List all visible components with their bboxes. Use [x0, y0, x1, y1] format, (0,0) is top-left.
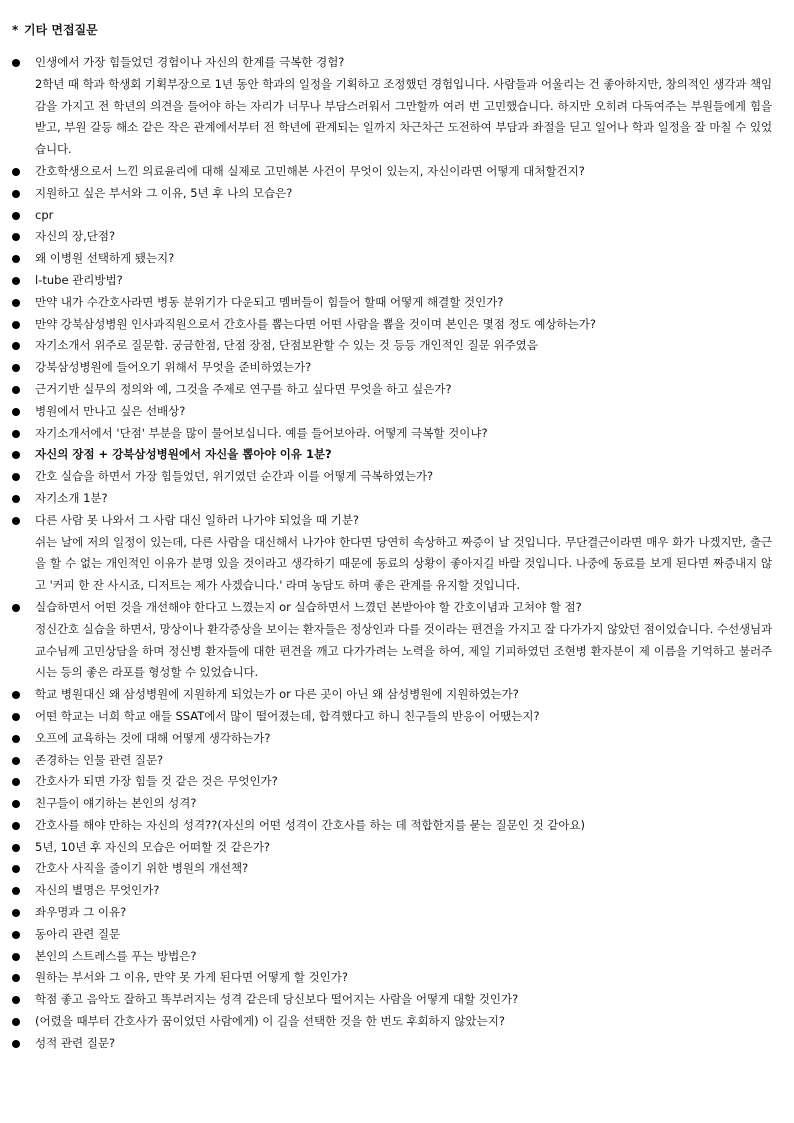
list-item — [12, 902, 772, 924]
question-text: 존경하는 인물 관련 질문? — [35, 752, 164, 767]
list-item — [12, 946, 772, 968]
list-item — [12, 444, 772, 466]
bullet-icon — [12, 909, 20, 917]
question-text: 인생에서 가장 힘들었던 경험이나 자신의 한계를 극복한 경험? — [35, 55, 345, 69]
question-text: 본인의 스트레스를 푸는 방법은? — [35, 948, 197, 963]
list-item — [12, 314, 772, 336]
bullet-icon — [12, 800, 20, 808]
bullet-icon — [12, 495, 20, 503]
list-item — [12, 858, 772, 880]
section-heading — [12, 22, 98, 38]
question-text: 동아리 관련 질문 — [35, 926, 121, 941]
question-text: 자신의 별명은 무엇인가? — [35, 883, 160, 898]
question-text: 자기소개 1분? — [35, 490, 108, 505]
bullet-icon — [12, 1018, 20, 1026]
bullet-icon — [12, 233, 20, 241]
question-text: 성적 관련 질문? — [35, 1035, 116, 1050]
bullet-icon — [12, 604, 20, 612]
list-item — [12, 466, 772, 488]
list-item — [12, 205, 772, 227]
bullet-icon — [12, 735, 20, 743]
list-item — [12, 270, 772, 292]
question-text: 만약 강북삼성병원 인사과직원으로서 간호사를 뽑는다면 어떤 사람을 뽑을 것이며 본인은 몇점 정도 예상하는가? — [35, 316, 596, 331]
question-text: 다른 사람 못 나와서 그 사람 대신 일하러 나가야 되었을 때 기분? — [35, 512, 360, 527]
heading-marker: * — [12, 23, 19, 37]
list-item — [12, 488, 772, 510]
list-item — [12, 423, 772, 445]
answer-text: 정신간호 실습을 하면서, 망상이나 환각증상을 보이는 환자들은 정상인과 다를 것이라는 편견을 가지고 잘 다가가지 않았던 점이었습니다. 수선생님과 교수님께 고민상담을 하며 정신병 환자들에 대한 편견을 깨고 다가가려는 노력을 하여, 제일 기피하였던 조현병 환자분이 제 이름을 기억하고 불러주시는 등의 좋은 라포를 형성할 수 있었습니다. — [35, 621, 772, 680]
list-item — [12, 292, 772, 314]
bullet-icon — [12, 277, 20, 285]
question-text: 어떤 학교는 너희 학교 애들 SSAT에서 많이 떨어졌는데, 합격했다고 하니 친구들의 반응이 어땠는지? — [35, 708, 540, 723]
list-item — [12, 924, 772, 946]
list-item — [12, 597, 772, 684]
list-item — [12, 183, 772, 205]
question-text: 실습하면서 어떤 것을 개선해야 한다고 느꼈는지 or 실습하면서 느꼈던 본받아야 할 간호이념과 고쳐야 할 점? — [35, 599, 582, 614]
bullet-icon — [12, 168, 20, 176]
question-text: 간호사를 해야 만하는 자신의 성격??(자신의 어떤 성격이 간호사를 하는 데 적합한지를 묻는 질문인 것 같아요) — [35, 817, 586, 832]
bullet-icon — [12, 996, 20, 1004]
list-item — [12, 1011, 772, 1033]
list-item — [12, 728, 772, 750]
question-text: 좌우명과 그 이유? — [35, 905, 127, 920]
question-text: 자신의 장,단점? — [35, 229, 116, 244]
list-item — [12, 226, 772, 248]
bullet-icon — [12, 757, 20, 765]
bullet-icon — [12, 822, 20, 830]
question-text: 학점 좋고 음악도 잘하고 똑부러지는 성격 같은데 당신보다 떨어지는 사람을 어떻게 대할 것인가? — [35, 992, 519, 1007]
bullet-icon — [12, 451, 20, 459]
question-text: 오프에 교육하는 것에 대해 어떻게 생각하는가? — [35, 730, 271, 745]
list-item — [12, 706, 772, 728]
bullet-icon — [12, 713, 20, 721]
bullet-icon — [12, 190, 20, 198]
heading-title: 기타 면접질문 — [24, 23, 98, 37]
bullet-icon — [12, 408, 20, 416]
list-item — [12, 967, 772, 989]
question-text: 간호학생으로서 느낀 의료윤리에 대해 실제로 고민해본 사건이 무엇이 있는지, 자신이라면 어떻게 대처할건지? — [35, 163, 585, 178]
bullet-icon — [12, 430, 20, 438]
bullet-icon — [12, 931, 20, 939]
question-text: 간호사가 되면 가장 힘들 것 같은 것은 무엇인가? — [35, 774, 278, 789]
bullet-icon — [12, 386, 20, 394]
bullet-icon — [12, 255, 20, 263]
question-text: 간호 실습을 하면서 가장 힘들었던, 위기였던 순간과 이를 어떻게 극복하였는가? — [35, 469, 434, 484]
question-list — [12, 52, 772, 1055]
question-text: 근거기반 실무의 정의와 예, 그것을 주제로 연구를 하고 싶다면 무엇을 하고 싶은가? — [35, 381, 452, 396]
bullet-icon — [12, 844, 20, 852]
bullet-icon — [12, 299, 20, 307]
list-item — [12, 401, 772, 423]
question-text: 지원하고 싶은 부서와 그 이유, 5년 후 나의 모습은? — [35, 185, 293, 200]
answer-text: 쉬는 날에 저의 일정이 있는데, 다른 사람을 대신해서 나가야 한다면 당연히 속상하고 짜증이 날 것입니다. 무단결근이라면 매우 화가 나겠지만, 출근을 할 수 없는 개인적인 이유가 분명 있을 것이라고 생각하기 때문에 동료의 상황이 좋아지길 바랄 것입니다. 나중에 동료를 보게 된다면 짜증내지 않고 '커피 한 잔 사시죠, 디저트는 제가 사겠습니다.' 라며 농담도 하며 좋은 관계를 유지할 것입니다. — [35, 534, 772, 593]
bullet-icon — [12, 212, 20, 220]
bullet-icon — [12, 342, 20, 350]
list-item — [12, 750, 772, 772]
question-text: 강북삼성병원에 들어오기 위해서 무엇을 준비하였는가? — [35, 360, 312, 375]
question-text: cpr — [35, 207, 54, 222]
answer-text: 2학년 때 학과 학생회 기획부장으로 1년 동안 학과의 일정을 기획하고 조정했던 경험입니다. 사람들과 어울리는 건 좋아하지만, 창의적인 생각과 책임감을 가지고 전 학년의 의견을 들어야 하는 자리가 너무나 부담스러워서 그만할까 여러 번 고민했습니다. 하지만 오히려 다독여주는 부원들에게 힘을 받고, 부원 갈등 해소 같은 작은 관계에서부터 전 학년에 관계되는 일까지 차근차근 도전하여 부담과 좌절을 딛고 일어나 학과 일정을 잘 마칠 수 있었습니다. — [35, 76, 772, 157]
bullet-icon — [12, 517, 20, 525]
question-text: 학교 병원대신 왜 삼성병원에 지원하게 되었는가 or 다른 곳이 아닌 왜 삼성병원에 지원하였는가? — [35, 687, 519, 702]
question-text: 간호사 사직을 줄이기 위한 병원의 개선책? — [35, 861, 249, 876]
question-text: 병원에서 만나고 싶은 선배상? — [35, 403, 186, 418]
bullet-icon — [12, 59, 20, 67]
question-text: 자기소개서에서 '단점' 부분을 많이 물어보십니다. 예를 들어보아라. 어떻게 극복할 것이냐? — [35, 425, 488, 440]
question-text: 원하는 부서와 그 이유, 만약 못 가게 된다면 어떻게 할 것인가? — [35, 970, 348, 985]
list-item — [12, 880, 772, 902]
question-text: 왜 이병원 선택하게 됐는지? — [35, 251, 175, 266]
bullet-icon — [12, 887, 20, 895]
question-text: (어렸을 때부터 간호사가 꿈이었던 사람에게) 이 길을 선택한 것을 한 번도 후회하지 않았는지? — [35, 1014, 505, 1029]
question-text: 5년, 10년 후 자신의 모습은 어떠할 것 같은가? — [35, 839, 271, 854]
list-item — [12, 52, 772, 161]
list-item — [12, 684, 772, 706]
question-text: 만약 내가 수간호사라면 병동 분위기가 다운되고 멤버들이 힘들어 할때 어떻게 해결할 것인가? — [35, 294, 504, 309]
question-text: 자기소개서 위주로 질문함. 궁금한점, 단점 장점, 단점보완할 수 있는 것 등등 개인적인 질문 위주였음 — [35, 338, 538, 353]
list-item — [12, 379, 772, 401]
bullet-icon — [12, 778, 20, 786]
bullet-icon — [12, 473, 20, 481]
bullet-icon — [12, 974, 20, 982]
bullet-icon — [12, 364, 20, 372]
list-item — [12, 248, 772, 270]
list-item — [12, 510, 772, 597]
question-text: 친구들이 얘기하는 본인의 성격? — [35, 796, 197, 811]
list-item — [12, 989, 772, 1011]
list-item — [12, 1033, 772, 1055]
bullet-icon — [12, 691, 20, 699]
list-item — [12, 357, 772, 379]
list-item — [12, 815, 772, 837]
list-item — [12, 837, 772, 859]
list-item — [12, 335, 772, 357]
bullet-icon — [12, 865, 20, 873]
bullet-icon — [12, 1040, 20, 1048]
bullet-icon — [12, 953, 20, 961]
list-item — [12, 793, 772, 815]
list-item — [12, 161, 772, 183]
bullet-icon — [12, 321, 20, 329]
question-text: 자신의 장점 + 강북삼성병원에서 자신을 뽑아야 이유 1분? — [35, 447, 332, 462]
list-item — [12, 771, 772, 793]
question-text: l-tube 관리방법? — [35, 272, 123, 287]
